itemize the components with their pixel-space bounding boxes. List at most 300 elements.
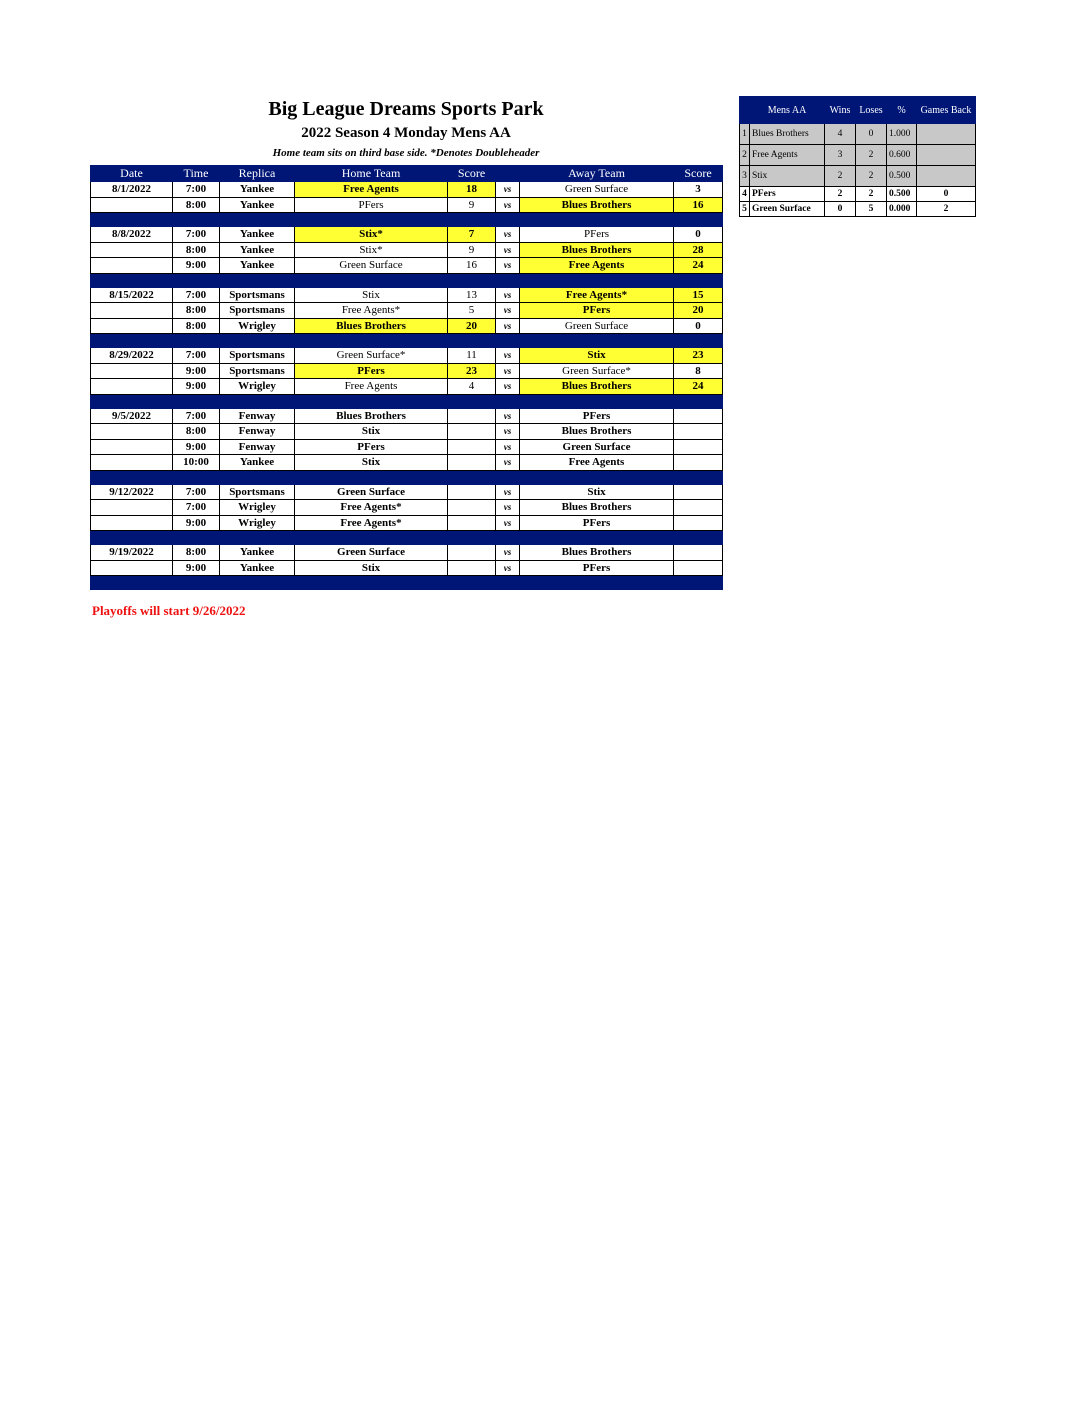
game-field: Yankee xyxy=(220,455,295,471)
standings-rank: 4 xyxy=(740,187,750,202)
playoffs-note: Playoffs will start 9/26/2022 xyxy=(92,603,246,618)
standings-header-games-back: Games Back xyxy=(917,97,976,124)
game-time: 10:00 xyxy=(173,455,220,471)
standings-wins: 4 xyxy=(825,124,856,145)
vs-label: vs xyxy=(496,439,520,455)
standings-loses: 2 xyxy=(856,187,887,202)
home-team: Green Surface* xyxy=(295,348,448,364)
away-score: 0 xyxy=(674,318,723,334)
separator-cell xyxy=(674,531,723,545)
game-row xyxy=(91,287,723,303)
game-row xyxy=(91,258,723,274)
standings-loses: 2 xyxy=(856,145,887,166)
separator-cell xyxy=(91,213,173,227)
away-score xyxy=(674,484,723,500)
away-score xyxy=(674,455,723,471)
game-time: 8:00 xyxy=(173,303,220,319)
separator-cell xyxy=(520,213,674,227)
away-team: Blues Brothers xyxy=(520,379,674,395)
separator-cell xyxy=(220,273,295,287)
separator-cell xyxy=(520,273,674,287)
home-score xyxy=(448,500,496,516)
game-time: 9:00 xyxy=(173,258,220,274)
game-field: Wrigley xyxy=(220,515,295,531)
standings-games-back xyxy=(917,145,976,166)
separator-cell xyxy=(220,531,295,545)
standings-header-wins: Wins xyxy=(825,97,856,124)
week-separator xyxy=(91,576,723,590)
home-team: Green Surface xyxy=(295,258,448,274)
standings-pct: 0.600 xyxy=(887,145,917,166)
vs-label: vs xyxy=(496,197,520,213)
game-field: Yankee xyxy=(220,242,295,258)
standings-loses: 0 xyxy=(856,124,887,145)
away-team: Blues Brothers xyxy=(520,424,674,440)
home-team: Stix xyxy=(295,455,448,471)
separator-cell xyxy=(220,394,295,408)
standings-table xyxy=(739,96,976,217)
away-score xyxy=(674,560,723,576)
game-time: 8:00 xyxy=(173,424,220,440)
game-time: 8:00 xyxy=(173,318,220,334)
game-date xyxy=(91,197,173,213)
game-date xyxy=(91,379,173,395)
away-score: 24 xyxy=(674,258,723,274)
game-date: 9/19/2022 xyxy=(91,545,173,561)
standings-games-back: 2 xyxy=(917,202,976,217)
vs-label: vs xyxy=(496,242,520,258)
home-score: 11 xyxy=(448,348,496,364)
game-date: 9/5/2022 xyxy=(91,408,173,424)
game-row xyxy=(91,455,723,471)
separator-cell xyxy=(91,576,173,590)
separator-cell xyxy=(220,470,295,484)
standings-rank: 3 xyxy=(740,166,750,187)
game-row xyxy=(91,227,723,243)
game-date: 9/12/2022 xyxy=(91,484,173,500)
home-score xyxy=(448,424,496,440)
standings-team: Green Surface xyxy=(750,202,825,217)
standings-pct: 1.000 xyxy=(887,124,917,145)
standings-rank: 5 xyxy=(740,202,750,217)
separator-cell xyxy=(674,213,723,227)
separator-cell xyxy=(91,273,173,287)
home-team: Free Agents* xyxy=(295,500,448,516)
game-date: 8/1/2022 xyxy=(91,182,173,198)
game-date: 8/29/2022 xyxy=(91,348,173,364)
standings-pct: 0.500 xyxy=(887,187,917,202)
away-team: PFers xyxy=(520,303,674,319)
game-date xyxy=(91,424,173,440)
standings-wins: 2 xyxy=(825,187,856,202)
vs-label: vs xyxy=(496,560,520,576)
home-team: Blues Brothers xyxy=(295,318,448,334)
game-time: 9:00 xyxy=(173,560,220,576)
game-date xyxy=(91,439,173,455)
separator-cell xyxy=(173,213,220,227)
column-header-away-score: Score xyxy=(674,166,723,182)
separator-cell xyxy=(496,213,520,227)
home-team: Free Agents* xyxy=(295,303,448,319)
away-team: Blues Brothers xyxy=(520,242,674,258)
game-time: 8:00 xyxy=(173,197,220,213)
separator-cell xyxy=(674,273,723,287)
away-team: Blues Brothers xyxy=(520,545,674,561)
separator-cell xyxy=(448,334,496,348)
game-date xyxy=(91,500,173,516)
away-team: PFers xyxy=(520,227,674,243)
standings-row xyxy=(740,145,976,166)
schedule-table xyxy=(90,165,723,590)
standings-header-team: Mens AA xyxy=(750,97,825,124)
separator-cell xyxy=(295,394,448,408)
game-field: Sportsmans xyxy=(220,363,295,379)
separator-cell xyxy=(220,576,295,590)
column-header-home-team: Home Team xyxy=(295,166,448,182)
game-row xyxy=(91,439,723,455)
away-score: 20 xyxy=(674,303,723,319)
game-time: 7:00 xyxy=(173,500,220,516)
away-team: Blues Brothers xyxy=(520,197,674,213)
game-date xyxy=(91,242,173,258)
home-score xyxy=(448,439,496,455)
game-row xyxy=(91,545,723,561)
game-row xyxy=(91,363,723,379)
separator-cell xyxy=(173,394,220,408)
away-score xyxy=(674,408,723,424)
separator-cell xyxy=(496,334,520,348)
away-score xyxy=(674,545,723,561)
game-field: Sportsmans xyxy=(220,303,295,319)
standings-team: Stix xyxy=(750,166,825,187)
separator-cell xyxy=(674,334,723,348)
separator-cell xyxy=(295,576,448,590)
game-time: 9:00 xyxy=(173,363,220,379)
vs-label: vs xyxy=(496,545,520,561)
separator-cell xyxy=(295,334,448,348)
game-field: Wrigley xyxy=(220,318,295,334)
game-date xyxy=(91,560,173,576)
game-time: 7:00 xyxy=(173,348,220,364)
game-date xyxy=(91,363,173,379)
separator-cell xyxy=(496,470,520,484)
standings-rank: 2 xyxy=(740,145,750,166)
home-team: Blues Brothers xyxy=(295,408,448,424)
week-separator xyxy=(91,531,723,545)
away-team: Stix xyxy=(520,484,674,500)
standings-row xyxy=(740,202,976,217)
standings-wins: 0 xyxy=(825,202,856,217)
game-row xyxy=(91,515,723,531)
away-score xyxy=(674,424,723,440)
separator-cell xyxy=(173,334,220,348)
week-separator xyxy=(91,394,723,408)
standings-loses: 2 xyxy=(856,166,887,187)
vs-label: vs xyxy=(496,455,520,471)
vs-label: vs xyxy=(496,500,520,516)
game-time: 9:00 xyxy=(173,515,220,531)
home-score: 9 xyxy=(448,197,496,213)
vs-label: vs xyxy=(496,408,520,424)
separator-cell xyxy=(295,213,448,227)
separator-cell xyxy=(448,213,496,227)
separator-cell xyxy=(520,576,674,590)
separator-cell xyxy=(520,470,674,484)
away-score: 3 xyxy=(674,182,723,198)
separator-cell xyxy=(520,334,674,348)
separator-cell xyxy=(520,394,674,408)
game-field: Sportsmans xyxy=(220,348,295,364)
away-score: 23 xyxy=(674,348,723,364)
home-team: Stix* xyxy=(295,227,448,243)
standings-row xyxy=(740,187,976,202)
away-team: Green Surface xyxy=(520,439,674,455)
vs-label: vs xyxy=(496,348,520,364)
away-score xyxy=(674,500,723,516)
home-score xyxy=(448,408,496,424)
home-score xyxy=(448,545,496,561)
vs-label: vs xyxy=(496,515,520,531)
away-team: PFers xyxy=(520,515,674,531)
home-score: 16 xyxy=(448,258,496,274)
home-score: 9 xyxy=(448,242,496,258)
column-header-replica: Replica xyxy=(220,166,295,182)
away-team: Green Surface xyxy=(520,182,674,198)
week-separator xyxy=(91,470,723,484)
away-team: Green Surface* xyxy=(520,363,674,379)
standings-wins: 2 xyxy=(825,166,856,187)
game-time: 9:00 xyxy=(173,379,220,395)
page-subtitle: 2022 Season 4 Monday Mens AA xyxy=(301,125,511,141)
away-team: PFers xyxy=(520,408,674,424)
separator-cell xyxy=(448,470,496,484)
game-field: Fenway xyxy=(220,408,295,424)
column-header-time: Time xyxy=(173,166,220,182)
game-field: Fenway xyxy=(220,439,295,455)
separator-cell xyxy=(91,394,173,408)
game-time: 7:00 xyxy=(173,287,220,303)
standings-header-loses: Loses xyxy=(856,97,887,124)
game-row xyxy=(91,242,723,258)
schedule-header-row xyxy=(91,166,723,182)
home-score: 4 xyxy=(448,379,496,395)
separator-cell xyxy=(91,470,173,484)
page-title: Big League Dreams Sports Park xyxy=(268,98,544,120)
game-row xyxy=(91,197,723,213)
vs-label: vs xyxy=(496,287,520,303)
away-score xyxy=(674,515,723,531)
game-field: Yankee xyxy=(220,560,295,576)
game-date xyxy=(91,515,173,531)
game-row xyxy=(91,182,723,198)
vs-label: vs xyxy=(496,303,520,319)
separator-cell xyxy=(173,470,220,484)
game-date xyxy=(91,318,173,334)
home-score: 18 xyxy=(448,182,496,198)
game-time: 7:00 xyxy=(173,408,220,424)
standings-team: Free Agents xyxy=(750,145,825,166)
home-team: Stix xyxy=(295,424,448,440)
standings-header-rank xyxy=(740,97,750,124)
game-field: Wrigley xyxy=(220,500,295,516)
separator-cell xyxy=(448,394,496,408)
home-score: 7 xyxy=(448,227,496,243)
away-team: Blues Brothers xyxy=(520,500,674,516)
separator-cell xyxy=(295,273,448,287)
separator-cell xyxy=(91,334,173,348)
game-field: Wrigley xyxy=(220,379,295,395)
home-team: PFers xyxy=(295,363,448,379)
game-field: Yankee xyxy=(220,258,295,274)
standings-row xyxy=(740,166,976,187)
week-separator xyxy=(91,273,723,287)
game-date xyxy=(91,455,173,471)
week-separator xyxy=(91,213,723,227)
week-separator xyxy=(91,334,723,348)
game-date: 8/8/2022 xyxy=(91,227,173,243)
home-team: Free Agents* xyxy=(295,515,448,531)
column-header-home-score: Score xyxy=(448,166,496,182)
home-score: 23 xyxy=(448,363,496,379)
standings-row xyxy=(740,124,976,145)
game-time: 8:00 xyxy=(173,545,220,561)
separator-cell xyxy=(496,394,520,408)
home-team: Green Surface xyxy=(295,545,448,561)
separator-cell xyxy=(173,576,220,590)
standings-games-back xyxy=(917,166,976,187)
away-score: 28 xyxy=(674,242,723,258)
game-date xyxy=(91,303,173,319)
home-team: Stix* xyxy=(295,242,448,258)
column-header-date: Date xyxy=(91,166,173,182)
home-team: Free Agents xyxy=(295,182,448,198)
home-team: PFers xyxy=(295,197,448,213)
game-date xyxy=(91,258,173,274)
away-score: 0 xyxy=(674,227,723,243)
away-team: PFers xyxy=(520,560,674,576)
game-row xyxy=(91,500,723,516)
separator-cell xyxy=(448,576,496,590)
home-team: Stix xyxy=(295,560,448,576)
standings-games-back: 0 xyxy=(917,187,976,202)
vs-label: vs xyxy=(496,484,520,500)
standings-header-row xyxy=(740,97,976,124)
standings-header-pct: % xyxy=(887,97,917,124)
separator-cell xyxy=(173,273,220,287)
separator-cell xyxy=(674,576,723,590)
home-team: Green Surface xyxy=(295,484,448,500)
away-team: Free Agents xyxy=(520,258,674,274)
away-team: Stix xyxy=(520,348,674,364)
game-field: Yankee xyxy=(220,197,295,213)
game-field: Fenway xyxy=(220,424,295,440)
standings-wins: 3 xyxy=(825,145,856,166)
vs-label: vs xyxy=(496,363,520,379)
game-field: Yankee xyxy=(220,545,295,561)
home-score: 5 xyxy=(448,303,496,319)
separator-cell xyxy=(448,273,496,287)
vs-label: vs xyxy=(496,424,520,440)
game-row xyxy=(91,560,723,576)
away-score: 16 xyxy=(674,197,723,213)
separator-cell xyxy=(496,273,520,287)
vs-label: vs xyxy=(496,227,520,243)
separator-cell xyxy=(674,394,723,408)
vs-label: vs xyxy=(496,379,520,395)
game-row xyxy=(91,424,723,440)
away-team: Free Agents xyxy=(520,455,674,471)
game-time: 9:00 xyxy=(173,439,220,455)
game-row xyxy=(91,318,723,334)
standings-team: Blues Brothers xyxy=(750,124,825,145)
column-header-vs xyxy=(496,166,520,182)
game-row xyxy=(91,408,723,424)
away-team: Free Agents* xyxy=(520,287,674,303)
home-score xyxy=(448,515,496,531)
away-team: Green Surface xyxy=(520,318,674,334)
game-time: 7:00 xyxy=(173,484,220,500)
vs-label: vs xyxy=(496,258,520,274)
game-date: 8/15/2022 xyxy=(91,287,173,303)
home-score xyxy=(448,455,496,471)
standings-games-back xyxy=(917,124,976,145)
game-row xyxy=(91,303,723,319)
home-team: Stix xyxy=(295,287,448,303)
separator-cell xyxy=(295,531,448,545)
separator-cell xyxy=(295,470,448,484)
home-score xyxy=(448,484,496,500)
separator-cell xyxy=(496,531,520,545)
home-team: Free Agents xyxy=(295,379,448,395)
game-time: 7:00 xyxy=(173,182,220,198)
home-score: 13 xyxy=(448,287,496,303)
standings-team: PFers xyxy=(750,187,825,202)
separator-cell xyxy=(220,334,295,348)
game-row xyxy=(91,484,723,500)
game-field: Yankee xyxy=(220,182,295,198)
home-team: PFers xyxy=(295,439,448,455)
game-field: Sportsmans xyxy=(220,287,295,303)
game-row xyxy=(91,379,723,395)
home-score xyxy=(448,560,496,576)
separator-cell xyxy=(91,531,173,545)
away-score: 24 xyxy=(674,379,723,395)
home-score: 20 xyxy=(448,318,496,334)
game-row xyxy=(91,348,723,364)
game-time: 7:00 xyxy=(173,227,220,243)
vs-label: vs xyxy=(496,318,520,334)
separator-cell xyxy=(173,531,220,545)
standings-rank: 1 xyxy=(740,124,750,145)
game-time: 8:00 xyxy=(173,242,220,258)
standings-pct: 0.000 xyxy=(887,202,917,217)
game-field: Yankee xyxy=(220,227,295,243)
separator-cell xyxy=(448,531,496,545)
game-field: Sportsmans xyxy=(220,484,295,500)
vs-label: vs xyxy=(496,182,520,198)
separator-cell xyxy=(674,470,723,484)
column-header-away-team: Away Team xyxy=(520,166,674,182)
away-score: 15 xyxy=(674,287,723,303)
separator-cell xyxy=(520,531,674,545)
separator-cell xyxy=(496,576,520,590)
away-score: 8 xyxy=(674,363,723,379)
standings-pct: 0.500 xyxy=(887,166,917,187)
standings-loses: 5 xyxy=(856,202,887,217)
page-note: Home team sits on third base side. *Denotes Doubleheader xyxy=(272,147,540,159)
separator-cell xyxy=(220,213,295,227)
away-score xyxy=(674,439,723,455)
